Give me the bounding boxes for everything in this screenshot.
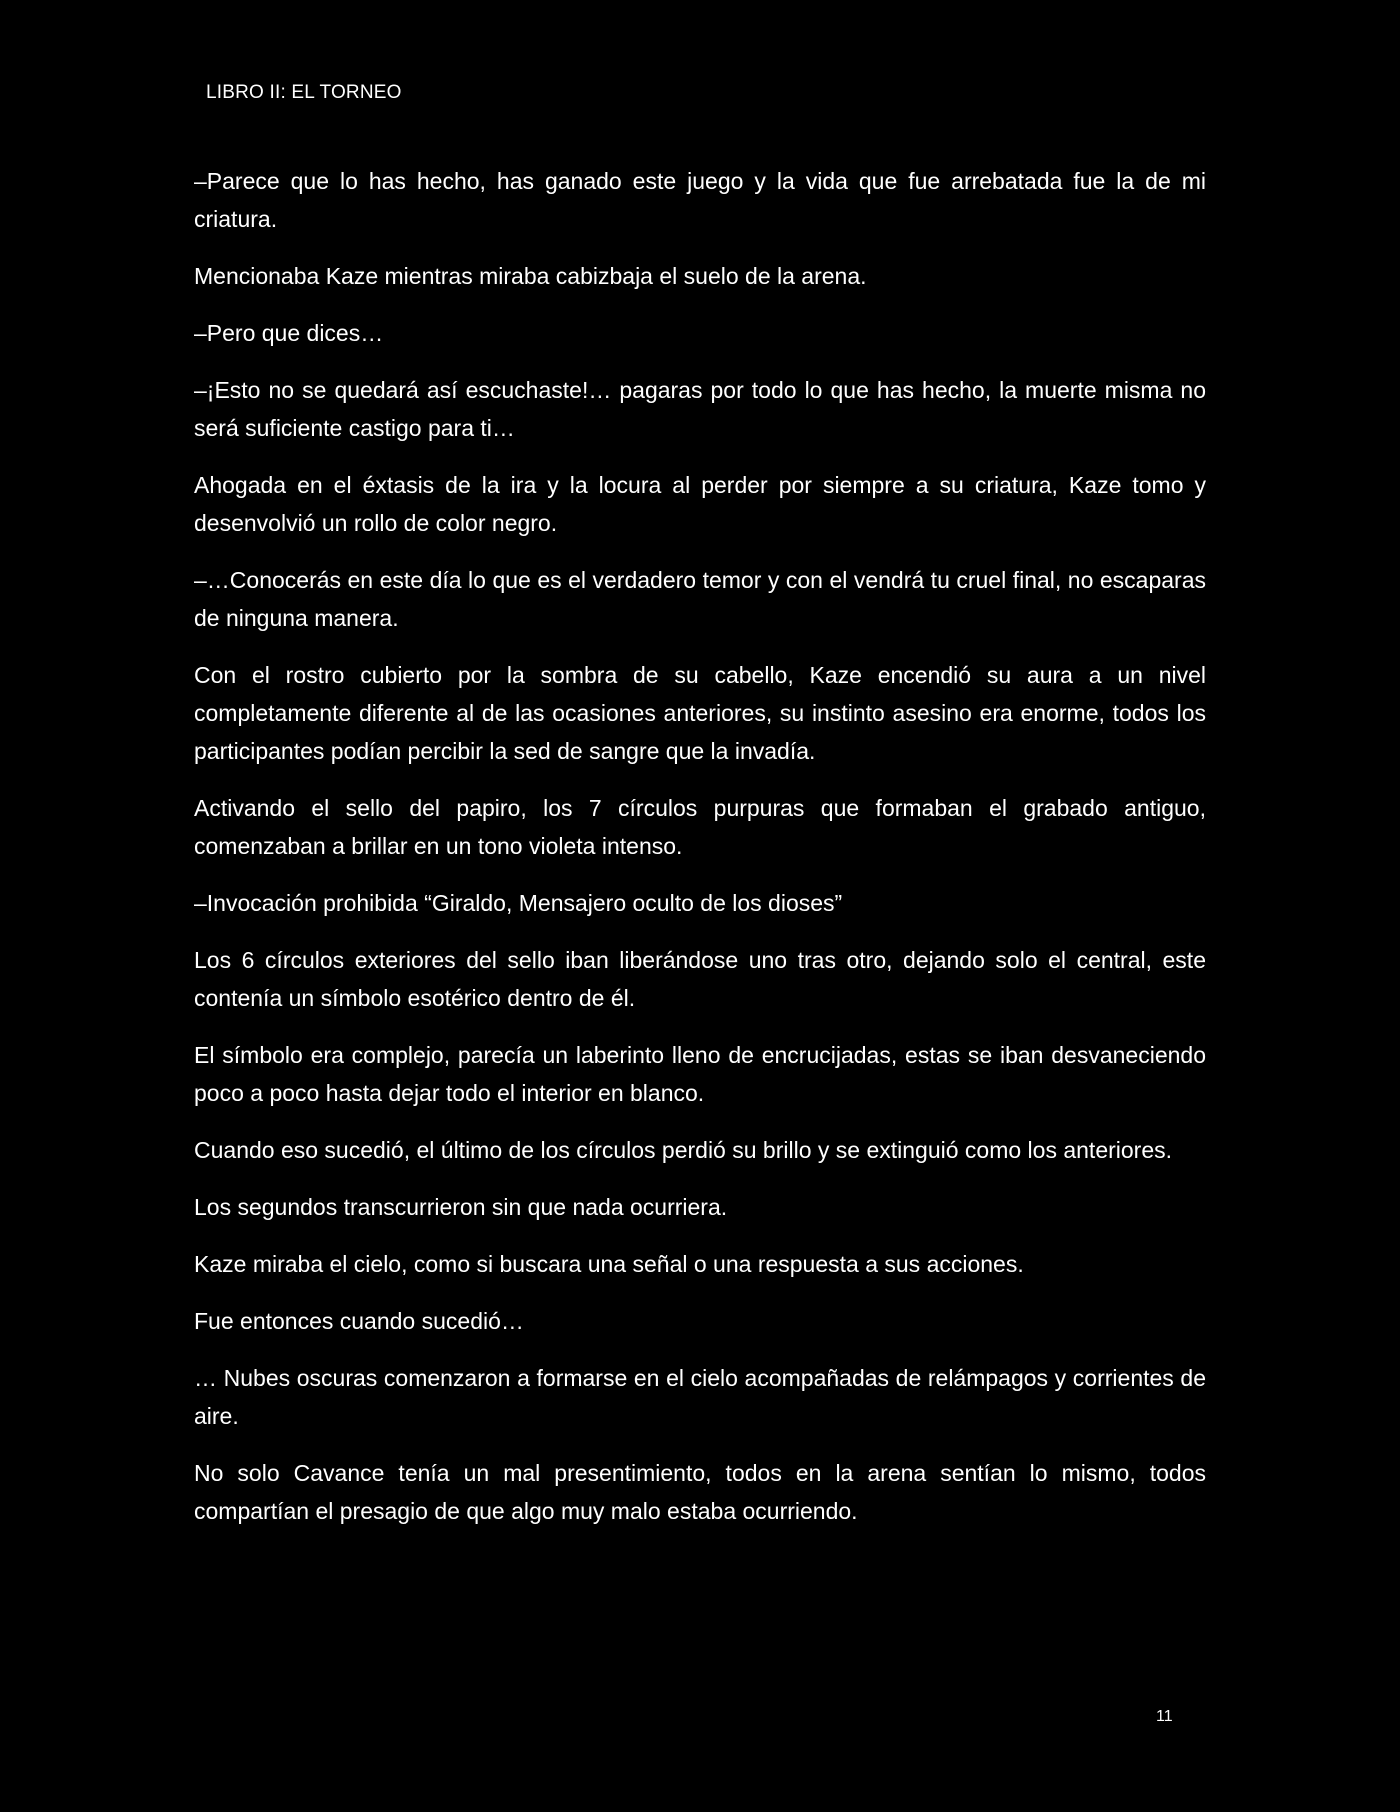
paragraph: No solo Cavance tenía un mal presentimiento, todos en la arena sentían lo mismo, todos compartían el presagio de que algo muy malo estaba ocurriendo. [194,1460,1206,1524]
paragraph: El símbolo era complejo, parecía un laberinto lleno de encrucijadas, estas se iban desvaneciendo poco a poco hasta dejar todo el interior en blanco. [194,1042,1206,1106]
paragraph: Activando el sello del papiro, los 7 círculos purpuras que formaban el grabado antiguo, comenzaban a brillar en un tono violeta intenso. [194,795,1206,859]
paragraph: –Invocación prohibida “Giraldo, Mensajero oculto de los dioses” [194,890,843,916]
paragraph: Con el rostro cubierto por la sombra de su cabello, Kaze encendió su aura a un nivel completamente diferente al de las ocasiones anteriores, su instinto asesino era enorme, todos los participantes podían percibir la sed de sangre que la invadía. [194,662,1206,764]
paragraph: Los segundos transcurrieron sin que nada ocurriera. [194,1194,728,1220]
paragraph: Cuando eso sucedió, el último de los círculos perdió su brillo y se extinguió como los anteriores. [194,1137,1173,1163]
paragraph: Fue entonces cuando sucedió… [194,1308,524,1334]
paragraph: … Nubes oscuras comenzaron a formarse en el cielo acompañadas de relámpagos y corrientes de aire. [194,1365,1206,1429]
page-body [194,162,1206,1549]
page-number: 11 [1156,1708,1173,1725]
paragraph: –Parece que lo has hecho, has ganado este juego y la vida que fue arrebatada fue la de mi criatura. [194,168,1206,232]
paragraph: Ahogada en el éxtasis de la ira y la locura al perder por siempre a su criatura, Kaze tomo y desenvolvió un rollo de color negro. [194,472,1206,536]
running-header: LIBRO II: EL TORNEO [206,82,402,103]
paragraph: Mencionaba Kaze mientras miraba cabizbaja el suelo de la arena. [194,263,867,289]
paragraph: Los 6 círculos exteriores del sello iban liberándose uno tras otro, dejando solo el central, este contenía un símbolo esotérico dentro de él. [194,947,1206,1011]
paragraph: –¡Esto no se quedará así escuchaste!… pagaras por todo lo que has hecho, la muerte misma no será suficiente castigo para ti… [194,377,1206,441]
paragraph: Kaze miraba el cielo, como si buscara una señal o una respuesta a sus acciones. [194,1251,1024,1277]
paragraph: –…Conocerás en este día lo que es el verdadero temor y con el vendrá tu cruel final, no escaparas de ninguna manera. [194,567,1206,631]
paragraph: –Pero que dices… [194,320,384,346]
